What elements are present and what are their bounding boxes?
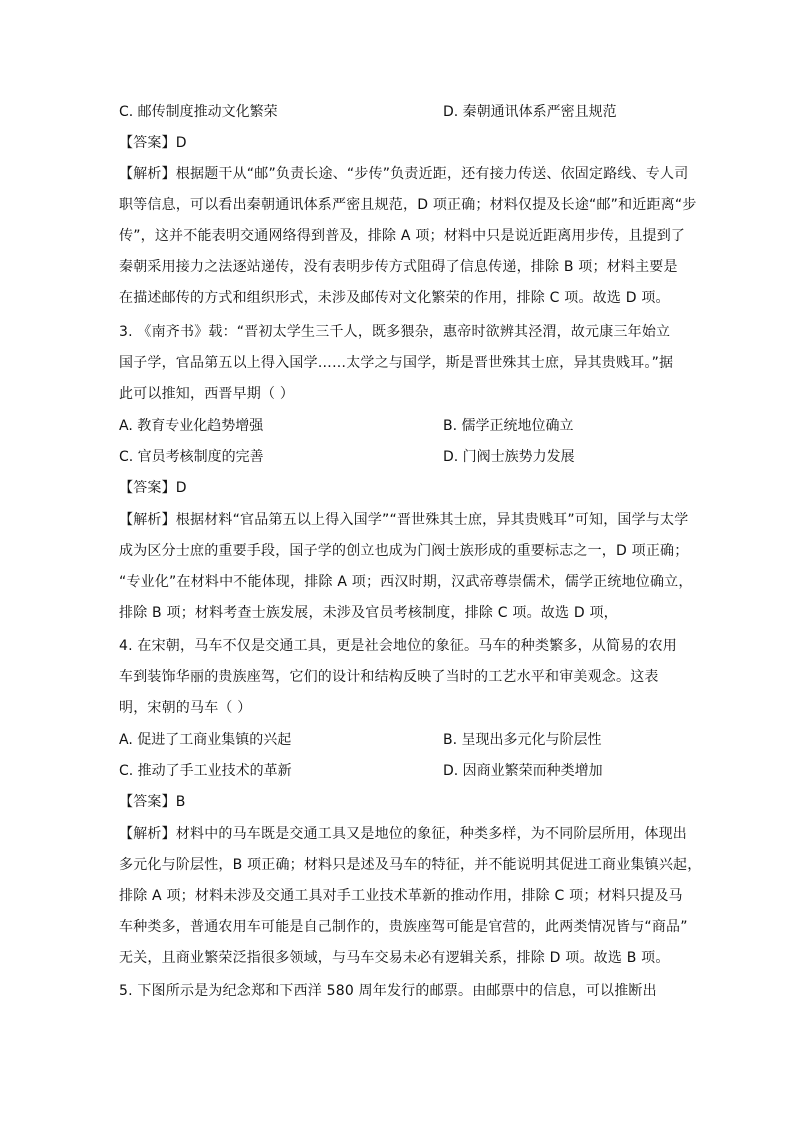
q4-analysis-line: 【解析】材料中的马车既是交通工具又是地位的象征，种类多样，为不同阶层所用，体现出 [119,826,687,842]
q2-analysis-line: 在描述邮传的方式和组织形式，未涉及邮传对文化繁荣的作用，排除 C 项。故选 D 项。 [119,290,670,306]
q4-stem-line: 明，宋朝的马车（ ） [119,700,252,716]
q2-analysis-line: 职等信息，可以看出秦朝通讯体系严密且规范，D 项正确；材料仅提及长途“邮”和近距离“步 [119,197,697,213]
q3-stem-line: 国子学，官品第五以上得入国学……太学之与国学，斯是晋世殊其士庶，异其贵贱耳。”据 [119,355,674,371]
q4-analysis-line: 车种类多，普通农用车可能是自己制作的，贵族座驾可能是官营的，此两类情况皆与“商品” [119,919,688,935]
q5-stem-line: 5. 下图所示是为纪念郑和下西洋 580 周年发行的邮票。由邮票中的信息，可以推断出 [119,983,657,999]
q4-option-c: C. 推动了手工业技术的革新 [119,763,292,779]
q4-answer: 【答案】B [119,794,186,810]
q4-stem-line: 车到装饰华丽的贵族座驾，它们的设计和结构反映了当时的工艺水平和审美观念。这表 [119,669,659,685]
q2-analysis-line: 秦朝采用接力之法逐站递传，没有表明步传方式阻碍了信息传递，排除 B 项；材料主要是 [119,259,678,275]
q2-analysis-line: 传”，这并不能表明交通网络得到普及，排除 A 项；材料中只是说近距离用步传，且提到了 [119,228,686,244]
q2-option-d: D. 秦朝通讯体系严密且规范 [443,104,617,120]
q3-analysis-line: 【解析】根据材料“官品第五以上得入国学”“晋世殊其士庶，异其贵贱耳”可知，国学与太学 [119,512,689,528]
q4-option-b: B. 呈现出多元化与阶层性 [443,732,602,748]
q4-analysis-line: 排除 A 项；材料未涉及交通工具对手工业技术革新的推动作用，排除 C 项；材料只提及马 [119,888,683,904]
q3-stem-line: 3. 《南齐书》载：“晋初太学生三千人，既多猥杂，惠帝时欲辨其泾渭，故元康三年始立 [119,324,671,340]
q2-analysis-line: 【解析】根据题干从“邮”负责长途、“步传”负责近距，还有接力传送、依固定路线、专人司 [119,166,689,182]
q2-option-c: C. 邮传制度推动文化繁荣 [119,104,278,120]
q3-option-a: A. 教育专业化趋势增强 [119,418,264,434]
q4-option-d: D. 因商业繁荣而种类增加 [443,763,603,779]
q3-option-c: C. 官员考核制度的完善 [119,449,264,465]
q4-analysis-line: 无关，且商业繁荣泛指很多领域，与马车交易未必有逻辑关系，排除 D 项。故选 B 项。 [119,950,670,966]
q2-answer: 【答案】D [119,135,187,151]
q3-option-d: D. 门阀士族势力发展 [443,449,575,465]
q3-stem-line: 此可以推知，西晋早期（ ） [119,386,295,402]
q3-answer: 【答案】D [119,480,187,496]
q3-analysis-line: 排除 B 项；材料考查士族发展，未涉及官员考核制度，排除 C 项。故选 D 项， [119,605,618,621]
q4-stem-line: 4. 在宋朝，马车不仅是交通工具，更是社会地位的象征。马车的种类繁多，从简易的农用 [119,638,678,654]
q3-analysis-line: “专业化”在材料中不能体现，排除 A 项；西汉时期，汉武帝尊崇儒术，儒学正统地位确立， [119,574,693,590]
q3-option-b: B. 儒学正统地位确立 [443,418,574,434]
q3-analysis-line: 成为区分士庶的重要手段，国子学的创立也成为门阀士族形成的重要标志之一，D 项正确； [119,543,689,559]
q4-option-a: A. 促进了工商业集镇的兴起 [119,732,292,748]
q4-analysis-line: 多元化与阶层性，B 项正确；材料只是述及马车的特征，并不能说明其促进工商业集镇兴起， [119,857,702,873]
